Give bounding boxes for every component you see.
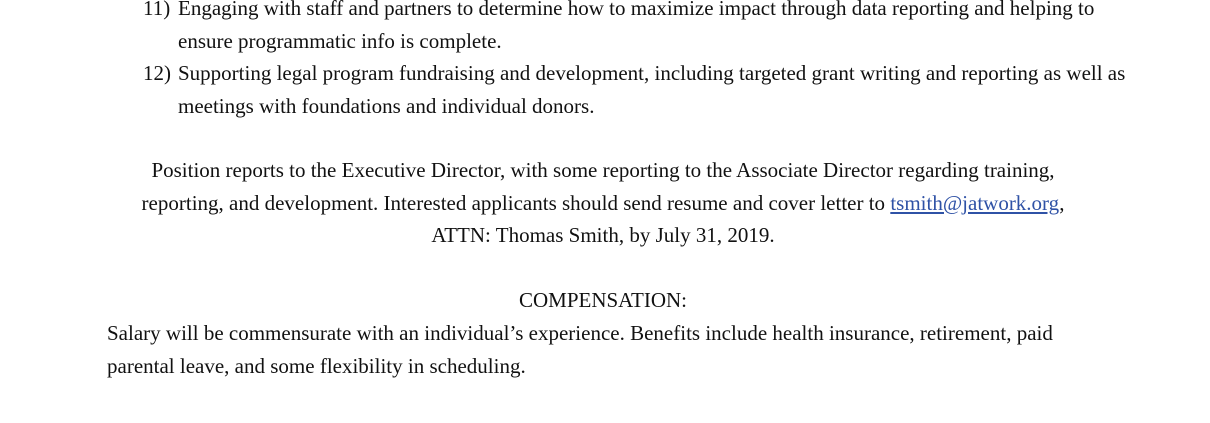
position-text: Position reports to the Executive Director, with some reporting to the Associate Director regarding training, reporting, and development. Interested applicants should send resume and cover letter to [141,158,1055,215]
list-item-text: Supporting legal program fundraising and development, including targeted grant writing and reporting as well as meetings with foundations and individual donors. [178,61,1126,118]
list-item [143,0,1143,57]
email-link[interactable]: tsmith@jatwork.org [890,190,1060,215]
list-item-number: 11) [143,0,171,20]
position-paragraph [110,154,1096,252]
duties-list [143,0,1143,122]
list-item-number: 12) [143,61,171,85]
salary-paragraph: Salary will be commensurate with an individual’s experience. Benefits include health insurance, retirement, paid parental leave, and some flexibility in scheduling. [107,321,1053,378]
compensation-heading: COMPENSATION: [518,288,688,312]
list-item [143,57,1143,122]
list-item-text: Engaging with staff and partners to determine how to maximize impact through data reporting and helping to ensure programmatic info is complete. [178,0,1095,53]
attn-text: , ATTN: Thomas Smith, by July 31, 2019. [431,190,1065,247]
